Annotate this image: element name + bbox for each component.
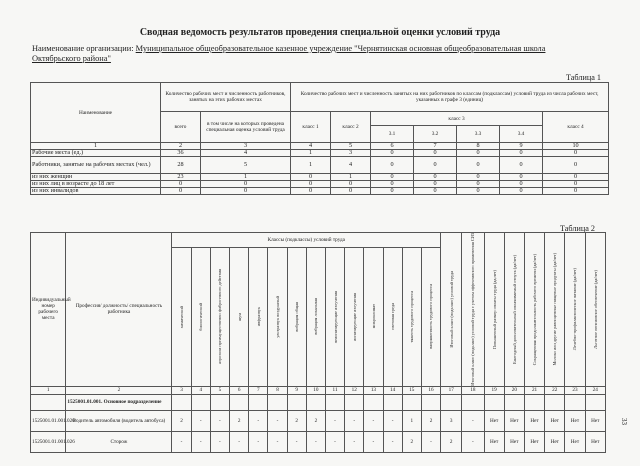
- t2-cell: [364, 394, 383, 410]
- t1-header-class2: класс 2: [331, 112, 371, 143]
- t2-header-vertical: [364, 247, 383, 386]
- t2-header-vertical: [402, 247, 421, 386]
- table-row: [31, 188, 609, 195]
- t1-cell: 0: [291, 188, 331, 195]
- t2-header-vertical-text: биологический: [198, 302, 204, 331]
- t2-cell: Нет: [504, 410, 524, 431]
- t1-cell: 0: [371, 174, 414, 181]
- t2-cell: -: [287, 431, 306, 452]
- t2-header-vertical: [306, 247, 325, 386]
- t2-col-number: 15: [402, 386, 421, 394]
- t2-cell: -: [306, 431, 325, 452]
- t2-col-number: 7: [249, 386, 268, 394]
- t2-col-number: 3: [172, 386, 191, 394]
- t1-cell: 0: [201, 188, 291, 195]
- t1-header-class1: класс 1: [291, 112, 331, 143]
- t1-cell: 0: [543, 150, 609, 157]
- t2-cell: 2: [306, 410, 325, 431]
- t2-cell: -: [325, 431, 344, 452]
- t2-cell: -: [383, 410, 402, 431]
- t2-header-vertical: [585, 233, 605, 387]
- t1-cell: 0: [543, 174, 609, 181]
- t1-cell: 0: [414, 150, 457, 157]
- t1-cell: 0: [457, 157, 500, 174]
- t1-cell: 1: [331, 174, 371, 181]
- t2-cell: Нет: [504, 431, 524, 452]
- t2-header-vertical: [441, 233, 462, 387]
- t2-col-number: 12: [345, 386, 364, 394]
- t2-section-name: 1525001.01.001. Основное подразделение: [66, 394, 172, 410]
- workplaces-table: [30, 232, 606, 453]
- t2-col-number: 10: [306, 386, 325, 394]
- t1-header-class3: класс 3: [371, 112, 543, 126]
- t1-header-total: всего: [161, 112, 201, 143]
- t1-header-class31: 3.1: [371, 126, 414, 143]
- t1-cell: 0: [371, 181, 414, 188]
- t2-cell: [441, 394, 462, 410]
- t1-cell: 0: [500, 174, 543, 181]
- t1-cell: 3: [331, 150, 371, 157]
- t2-header-vertical: [249, 247, 268, 386]
- t2-cell: 3: [441, 410, 462, 431]
- t2-header-vertical: [383, 247, 402, 386]
- t2-col-number: 14: [383, 386, 402, 394]
- t2-header-vertical: [287, 247, 306, 386]
- t2-cell: [524, 394, 544, 410]
- t2-cell: -: [383, 431, 402, 452]
- t1-cell: 0: [500, 150, 543, 157]
- t2-cell: -: [191, 431, 210, 452]
- t1-cell: 0: [161, 188, 201, 195]
- t1-cell: 0: [414, 157, 457, 174]
- t2-cell: 2: [172, 410, 191, 431]
- t2-header-classes: Классы (подклассы) условий труда: [172, 233, 441, 248]
- t1-col-number: 3: [201, 143, 291, 150]
- t2-col-number: 21: [524, 386, 544, 394]
- t2-section-empty: [31, 394, 66, 410]
- t1-cell: 0: [371, 150, 414, 157]
- t2-header-vertical-text: световая среда: [390, 303, 396, 330]
- t2-cell: -: [210, 410, 229, 431]
- t1-cell: 0: [543, 188, 609, 195]
- t2-col-number: 9: [287, 386, 306, 394]
- t2-row-profession: Водитель автомобиля (водитель автобуса): [66, 410, 172, 431]
- t2-header-vertical-text: ионизирующие излучения: [351, 292, 357, 341]
- t2-cell: Нет: [565, 431, 585, 452]
- t1-cell: 1: [201, 174, 291, 181]
- summary-table: [30, 82, 609, 195]
- t2-header-profession: Профессия/ должность/ специальность работника: [66, 233, 172, 387]
- t2-cell: Нет: [585, 410, 605, 431]
- t1-header-classes: Количество рабочих мест и численность занятых на них работников по классам (подклассам) условий труда из числа рабочих мест, указанных в графе 3 (единиц): [291, 83, 609, 112]
- t2-col-number: 13: [364, 386, 383, 394]
- t2-header-vertical-text: химический: [179, 305, 185, 328]
- org-name-line1: Муниципальное общеобразовательное казенное учреждение "Чернятинская основная общеобразовательная школа: [135, 44, 546, 53]
- t1-col-number: 1: [31, 143, 161, 150]
- t1-cell: 0: [414, 188, 457, 195]
- t2-cell: [504, 394, 524, 410]
- t1-cell: 0: [331, 181, 371, 188]
- t2-cell: [421, 394, 440, 410]
- t1-cell: 0: [457, 181, 500, 188]
- t1-cell: 0: [543, 157, 609, 174]
- t1-cell: 0: [371, 157, 414, 174]
- t2-header-vertical: [268, 247, 287, 386]
- t2-cell: -: [210, 431, 229, 452]
- t2-col-number: 4: [191, 386, 210, 394]
- t2-cell: -: [421, 431, 440, 452]
- t2-cell: -: [268, 410, 287, 431]
- t2-header-vertical: [191, 247, 210, 386]
- t2-header-vertical: [524, 233, 544, 387]
- t2-header-vertical: [325, 247, 344, 386]
- t2-header-vertical: [565, 233, 585, 387]
- table-row: [31, 431, 606, 452]
- t2-header-vertical-text: вибрация общая: [294, 301, 300, 332]
- t2-col-number: 8: [268, 386, 287, 394]
- t2-header-id: Индивидуальный номер рабочего места: [31, 233, 66, 387]
- t2-cell: [172, 394, 191, 410]
- t1-row-name: из них женщин: [31, 174, 161, 181]
- t1-cell: 5: [201, 157, 291, 174]
- t2-cell: -: [249, 431, 268, 452]
- t2-cell: [249, 394, 268, 410]
- t2-header-vertical-text: Итоговый класс (подкласс) условий труда: [448, 271, 454, 348]
- t2-cell: 2: [230, 410, 249, 431]
- t2-row-id: 1525001.01.001.026: [31, 431, 66, 452]
- t1-row-name: Рабочие места (ед.): [31, 150, 161, 157]
- t2-cell: -: [462, 410, 484, 431]
- t2-cell: Нет: [484, 431, 504, 452]
- t2-header-vertical-text: Лечебно-профилактическое питание (да/нет): [572, 268, 578, 351]
- t2-cell: [383, 394, 402, 410]
- page-number: 33: [620, 418, 628, 425]
- t2-row-profession: Сторож: [66, 431, 172, 452]
- t1-row-name: из них лиц в возрасте до 18 лет: [31, 181, 161, 188]
- t2-cell: [268, 394, 287, 410]
- t1-cell: 4: [201, 150, 291, 157]
- t2-cell: Нет: [585, 431, 605, 452]
- t2-cell: -: [345, 431, 364, 452]
- t1-col-number: 10: [543, 143, 609, 150]
- t2-header-vertical-text: Ежегодный дополнительный оплачиваемый отпуск (да/нет): [511, 254, 517, 364]
- t1-cell: 0: [457, 174, 500, 181]
- table-row: [31, 150, 609, 157]
- t1-cell: 0: [500, 188, 543, 195]
- table-row: [31, 157, 609, 174]
- t1-header-total-places: Количество рабочих мест и численность работников, занятых на этих рабочих местах: [161, 83, 291, 112]
- t2-header-vertical-text: инфразвук: [255, 307, 261, 327]
- t1-header-special: в том числе на которых проведена специальная оценка условий труда: [201, 112, 291, 143]
- org-name-line2: Октябрьского района": [32, 54, 111, 63]
- t1-cell: 1: [291, 157, 331, 174]
- t1-col-number: 8: [457, 143, 500, 150]
- t2-header-vertical: [210, 247, 229, 386]
- t2-col-number: 11: [325, 386, 344, 394]
- t2-cell: -: [364, 431, 383, 452]
- t2-header-vertical-text: неионизирующие излучения: [332, 290, 338, 343]
- t1-row-name: из них инвалидов: [31, 188, 161, 195]
- t1-cell: 28: [161, 157, 201, 174]
- t2-column-numbers-row: [31, 386, 606, 394]
- t2-header-vertical-text: Повышенный размер оплаты труда (да,нет): [491, 269, 497, 349]
- t2-header-vertical: [484, 233, 504, 387]
- t2-cell: 2: [441, 431, 462, 452]
- t2-header-vertical: [421, 247, 440, 386]
- t2-cell: [287, 394, 306, 410]
- t2-row-id: 1525001.01.001.020: [31, 410, 66, 431]
- t1-cell: 0: [201, 181, 291, 188]
- t2-cell: Нет: [545, 431, 565, 452]
- t2-cell: [210, 394, 229, 410]
- t2-section-row: [31, 394, 606, 410]
- t1-cell: 0: [500, 181, 543, 188]
- t1-cell: 1: [291, 150, 331, 157]
- t1-cell: 0: [414, 174, 457, 181]
- t2-header-row: [31, 233, 606, 248]
- t1-cell: 4: [331, 157, 371, 174]
- t2-header-vertical: [462, 233, 484, 387]
- t2-col-number: 24: [585, 386, 605, 394]
- t2-col-number: 23: [565, 386, 585, 394]
- t2-col-number: 6: [230, 386, 249, 394]
- t1-header-class34: 3.4: [500, 126, 543, 143]
- t2-header-vertical: [545, 233, 565, 387]
- t2-cell: 2: [421, 410, 440, 431]
- t2-cell: -: [230, 431, 249, 452]
- table2-label: Таблица 2: [560, 224, 596, 233]
- t1-cell: 0: [500, 157, 543, 174]
- t2-header-vertical-text: шум: [236, 312, 242, 321]
- t2-cell: -: [325, 410, 344, 431]
- t2-header-vertical-text: Итоговый класс (подкласс) условий труда с учетом эффективного применения СИЗ: [470, 233, 476, 386]
- t2-cell: [545, 394, 565, 410]
- t1-cell: 36: [161, 150, 201, 157]
- t1-cell: 23: [161, 174, 201, 181]
- t2-header-vertical-text: Льготное пенсионное обеспечение (да/нет): [592, 269, 598, 349]
- t2-col-number: 18: [462, 386, 484, 394]
- t2-header-vertical-text: Молоко или другие равноценные пищевые продукты (да/нет): [552, 253, 558, 366]
- t2-header-vertical-text: вибрация локальная: [313, 298, 319, 336]
- t2-cell: Нет: [484, 410, 504, 431]
- t2-cell: [484, 394, 504, 410]
- t2-col-number: 19: [484, 386, 504, 394]
- t2-col-number: 5: [210, 386, 229, 394]
- t1-header-name: Наименование: [31, 83, 161, 143]
- t2-cell: [462, 394, 484, 410]
- t1-col-number: 9: [500, 143, 543, 150]
- t1-cell: 0: [457, 150, 500, 157]
- t2-header-vertical: [345, 247, 364, 386]
- t1-col-number: 6: [371, 143, 414, 150]
- t2-cell: -: [364, 410, 383, 431]
- t2-cell: [565, 394, 585, 410]
- t1-cell: 0: [457, 188, 500, 195]
- t2-cell: Нет: [565, 410, 585, 431]
- organization-block: [32, 44, 622, 64]
- t2-col-number: 1: [31, 386, 66, 394]
- t2-header-vertical-text: напряженность трудового процесса: [428, 284, 434, 350]
- t2-col-number: 2: [66, 386, 172, 394]
- t1-cell: 0: [543, 181, 609, 188]
- page-title: Сводная ведомость результатов проведения специальной оценки условий труда: [139, 27, 501, 38]
- t1-header-class33: 3.3: [457, 126, 500, 143]
- t1-col-number: 7: [414, 143, 457, 150]
- t1-cell: 0: [291, 174, 331, 181]
- t2-header-vertical-text: микроклимат: [370, 304, 376, 329]
- table1-label: Таблица 1: [566, 73, 602, 82]
- t1-header-class32: 3.2: [414, 126, 457, 143]
- t2-header-vertical: [504, 233, 524, 387]
- t2-cell: -: [345, 410, 364, 431]
- t1-col-number: 4: [291, 143, 331, 150]
- t1-cell: 0: [331, 188, 371, 195]
- t2-header-vertical-text: тяжесть трудового процесса: [409, 290, 415, 343]
- t2-cell: [345, 394, 364, 410]
- t1-cell: 0: [291, 181, 331, 188]
- t1-header-class4: класс 4: [543, 112, 609, 143]
- t2-cell: -: [172, 431, 191, 452]
- t2-col-number: 16: [421, 386, 440, 394]
- t2-cell: 2: [402, 431, 421, 452]
- t2-col-number: 20: [504, 386, 524, 394]
- t2-cell: -: [249, 410, 268, 431]
- table-row: [31, 410, 606, 431]
- t2-cell: Нет: [545, 410, 565, 431]
- t1-col-number: 2: [161, 143, 201, 150]
- t2-cell: Нет: [524, 410, 544, 431]
- t2-cell: [230, 394, 249, 410]
- t2-header-vertical-text: Сокращенная продолжительность рабочего времени (да/нет): [532, 253, 538, 365]
- t2-cell: [191, 394, 210, 410]
- t2-header-vertical-text: ультразвук воздушный: [274, 295, 280, 338]
- t1-cell: 0: [414, 181, 457, 188]
- t2-cell: -: [462, 431, 484, 452]
- t2-cell: [306, 394, 325, 410]
- t2-cell: -: [268, 431, 287, 452]
- t1-row-name: Работники, занятые на рабочих местах (чел.): [31, 157, 161, 174]
- t2-header-vertical: [172, 247, 191, 386]
- t2-cell: -: [191, 410, 210, 431]
- t2-col-number: 17: [441, 386, 462, 394]
- t1-col-number: 5: [331, 143, 371, 150]
- t2-cell: [325, 394, 344, 410]
- t1-cell: 0: [161, 181, 201, 188]
- t2-col-number: 22: [545, 386, 565, 394]
- t2-cell: Нет: [524, 431, 544, 452]
- t2-cell: [402, 394, 421, 410]
- t2-cell: 1: [402, 410, 421, 431]
- t2-cell: [585, 394, 605, 410]
- org-label: Наименование организации:: [32, 44, 134, 53]
- t1-cell: 0: [371, 188, 414, 195]
- t2-cell: 2: [287, 410, 306, 431]
- t2-header-vertical: [230, 247, 249, 386]
- t2-header-vertical-text: аэрозоли преимущественно фиброгенного действия: [217, 269, 223, 365]
